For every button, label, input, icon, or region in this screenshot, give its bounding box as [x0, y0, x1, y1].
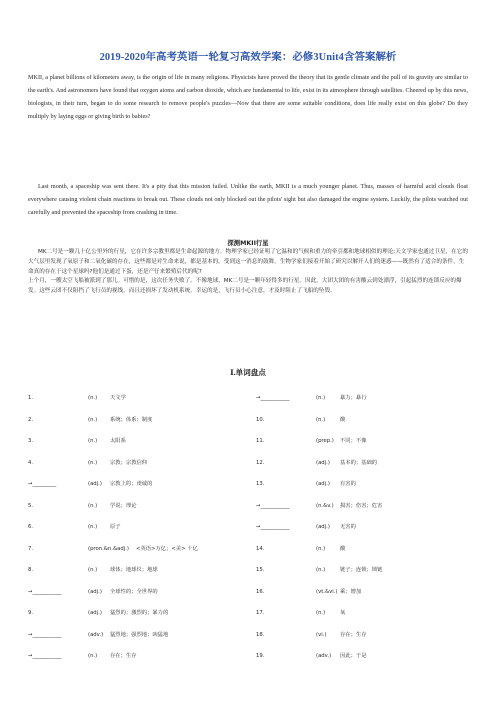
vocab-item: [28, 479, 243, 501]
english-paragraph-1-text-cont: billions of kilometers away, is the origin of life in many religions. Physicists have proved the theory that its gentle climate and the pull of its gravity are similar to the earth's. And astronomers have found that oxygen atoms and carbon dioxide, which are fundamental to life, exist in its atmosphere through satellites. Cheered up by this news, biologists, in their turn, began to do some research to remove people's puzzles—Now that there are some suitable conditions, does life really exist on this globe? Do they multiply by laying eggs or giving birth to babies?: [28, 74, 468, 120]
vocab-item: [256, 630, 471, 652]
meaning: <英语>万亿；<美> 十亿: [136, 545, 198, 552]
meaning: 学说；理论: [110, 502, 137, 509]
vocab-item: [28, 608, 243, 630]
item-number: 12.: [256, 459, 265, 466]
part-of-speech: (adj.): [316, 459, 330, 466]
vocab-item: [256, 479, 471, 501]
item-number: 10.: [256, 416, 265, 423]
meaning: 无害的: [340, 524, 356, 530]
item-number: 2.: [28, 416, 34, 423]
item-number: →___________: [256, 502, 290, 509]
item-number: 13.: [256, 481, 265, 487]
item-number: 1.: [28, 395, 34, 401]
item-number: 4.: [28, 459, 34, 466]
item-number: →___________: [28, 653, 62, 659]
part-of-speech: (n.): [88, 524, 98, 530]
item-number: 3.: [28, 438, 34, 444]
item-number: →___________: [28, 631, 62, 638]
item-number: 18.: [256, 631, 265, 638]
item-number: 6.: [28, 524, 34, 530]
part-of-speech: (n.): [316, 416, 326, 423]
meaning: 天文学: [110, 395, 126, 401]
english-paragraph-2: [28, 181, 468, 220]
meaning: 不同；不像: [340, 438, 367, 444]
meaning: 酸: [340, 416, 346, 423]
item-number: 5.: [28, 502, 34, 509]
vocab-item: [28, 501, 243, 523]
part-of-speech: (adv.): [88, 631, 104, 638]
meaning: 系统；体系；制度: [110, 416, 153, 423]
english-paragraph-2-text: Last month, a spaceship was sent there. It's a pity that this mission failed. Unlike the earth, MKII is a much younger planet. Thus, masses of harmful acid clouds float everywhere causing violent chain reactions to break out. These clouds not only blocked out the pilots' sight but also damaged the engine system. Luckily, the pilots watched out carefully and prevented the spaceship from crashing in time.: [28, 183, 468, 216]
item-number: →___________: [256, 395, 290, 401]
vocab-item: [256, 501, 471, 523]
part-of-speech: (n.): [316, 610, 326, 616]
vocab-item: [256, 608, 471, 630]
meaning: 酸: [340, 545, 346, 552]
item-number: →_________: [28, 481, 57, 487]
item-number: 15.: [256, 567, 265, 573]
chinese-title: 探测MKII行星: [227, 240, 269, 247]
item-number: →___________: [28, 588, 62, 595]
item-number: 9.: [28, 610, 34, 616]
vocab-item: [28, 544, 243, 566]
vocab-item: [256, 415, 471, 437]
part-of-speech: (pron.&n.&adj.): [88, 545, 129, 552]
part-of-speech: (vt.&vi.): [316, 588, 338, 595]
item-number: 19.: [256, 653, 265, 659]
meaning: 宗教；宗教信仰: [110, 459, 148, 466]
meaning: 太阳系: [110, 438, 126, 444]
vocab-item: [28, 587, 243, 609]
meaning: 球体；地球仪；地球: [110, 567, 158, 573]
part-of-speech: (n.): [316, 395, 326, 401]
meaning: 宗教上的；虔诚的: [110, 481, 153, 487]
part-of-speech: (n.): [88, 459, 98, 466]
chinese-paragraph-2: 上个月，一艘太空飞船被派到了那儿。可惜的是，这次任务失败了。不像地球，MK二号是一颗年轻得多的行星。因此，大团大团的有害酸云到处漂浮，引起猛烈的连锁反应的爆发。这些云团不仅阻挡了飞行员的视线，而且还损坏了发动机系统。幸运的是，飞行员小心注意，才及时阻止了飞船的坠毁。: [28, 278, 462, 295]
vocab-item: [256, 458, 471, 480]
part-of-speech: (adj.): [316, 481, 330, 487]
part-of-speech: (n.&v.): [316, 502, 334, 509]
part-of-speech: (n.): [88, 653, 98, 659]
part-of-speech: (n.): [88, 502, 98, 509]
vocab-item: [28, 436, 243, 458]
meaning: 猛烈地；强烈地；凶猛地: [110, 631, 169, 638]
vocab-item: [256, 544, 471, 566]
vocab-item: [256, 522, 471, 544]
chinese-paragraph-1: MK二号是一颗几十亿公里外的行星，它在许多宗教里都是生命起源的地方。物理学家已经证明了它温和的气候和重力的牵引都和地球相似的理论;天文学家也通过卫星，在它的大气层里发现了氧原子和二氧化碳的存在，这些都是对生命来说，都是基本的。受到这一消息的鼓舞，生物学家们接着开始了研究以解开人们的迷惑——既然有了适合的条件，生命真的存在于这个星球吗?他们是通过下蛋，还是产仔来繁殖后代的呢?: [28, 249, 468, 275]
part-of-speech: (adv.): [316, 653, 332, 659]
english-paragraph-1-text: MKII, a planet: [28, 74, 65, 81]
item-number: 11.: [256, 438, 265, 444]
meaning: 猛烈的；激烈的；暴力的: [110, 610, 169, 616]
part-of-speech: (n.): [88, 438, 98, 444]
vocab-item: [256, 393, 471, 415]
vocab-item: [28, 393, 243, 415]
meaning: 有害的: [340, 481, 356, 487]
meaning: 氧: [340, 610, 346, 616]
vocab-item: [28, 565, 243, 587]
item-number: 8.: [28, 567, 34, 573]
vocab-item: [256, 587, 471, 609]
vocab-item: [28, 630, 243, 652]
part-of-speech: (n.): [316, 545, 326, 552]
part-of-speech: (n.): [88, 416, 98, 423]
vocab-item: [28, 651, 243, 673]
meaning: 暴力；暴行: [340, 395, 367, 401]
part-of-speech: (prep.): [316, 438, 334, 444]
part-of-speech: (adj.): [316, 524, 330, 530]
item-number: 16.: [256, 588, 265, 595]
part-of-speech: (adj.): [88, 481, 102, 487]
section-heading: Ⅰ.单词盘点: [230, 368, 266, 377]
meaning: 全球性的；全世界的: [110, 588, 158, 595]
item-number: 7.: [28, 545, 34, 552]
meaning: 原子: [110, 524, 121, 530]
meaning: 因此；于是: [340, 653, 367, 659]
meaning: 存在；生存: [340, 631, 367, 638]
item-number: 17.: [256, 610, 265, 616]
meaning: 损害；伤害；危害: [340, 502, 383, 509]
part-of-speech: (n.): [316, 567, 326, 573]
item-number: →___________: [256, 524, 290, 530]
meaning: 存在；生存: [110, 653, 137, 659]
part-of-speech: (n.): [88, 567, 98, 573]
part-of-speech: (adj.): [88, 588, 102, 595]
vocab-item: [256, 651, 471, 673]
meaning: 乘；增加: [340, 588, 362, 595]
document-title: 2019-2020年高考英语一轮复习高效学案：必修3Unit4含答案解析: [99, 52, 397, 63]
vocab-item: [256, 565, 471, 587]
vocab-item: [256, 436, 471, 458]
part-of-speech: (vi.): [316, 631, 327, 638]
meaning: 链子；连锁；锁链: [340, 567, 383, 573]
vocab-column-right: [256, 393, 471, 673]
vocab-item: [28, 415, 243, 437]
part-of-speech: (n.): [88, 395, 98, 401]
vocab-item: [28, 458, 243, 480]
chinese-translation: [28, 248, 468, 297]
vocab-column-left: [28, 393, 243, 673]
part-of-speech: (adj.): [88, 610, 102, 616]
meaning: 基本的；基础的: [340, 459, 378, 466]
item-number: 14.: [256, 545, 265, 552]
vocab-item: [28, 522, 243, 544]
english-paragraph-1: [28, 72, 468, 124]
